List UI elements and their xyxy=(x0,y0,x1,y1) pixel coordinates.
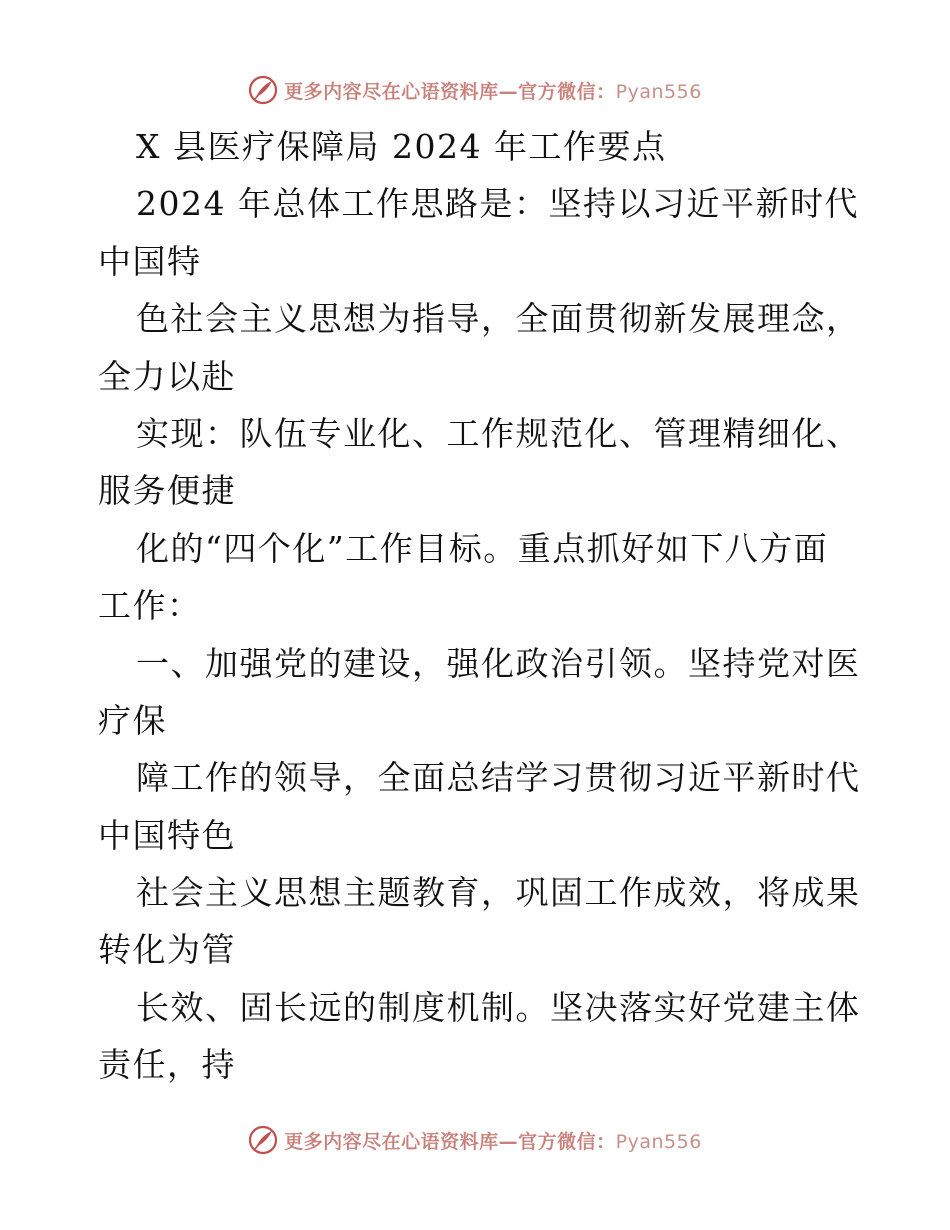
text-line: 色社会主义思想为指导，全面贯彻新发展理念， xyxy=(136,299,861,339)
text-line: 2024 年总体工作思路是：坚持以习近平新时代 xyxy=(136,184,859,224)
text-line: 障工作的领导，全面总结学习贯彻习近平新时代 xyxy=(136,758,861,798)
document-title: X 县医疗保障局 2024 年工作要点 xyxy=(136,127,667,166)
watermark-text: 更多内容尽在心语资料库—官方微信：Pyan556 xyxy=(284,1130,702,1153)
watermark-text: 更多内容尽在心语资料库—官方微信：Pyan556 xyxy=(284,80,702,103)
text-line: 长效、固长远的制度机制。坚决落实好党建主体 xyxy=(136,987,861,1027)
header-watermark xyxy=(0,70,950,110)
text-line: 工作： xyxy=(98,586,202,626)
text-line: 中国特 xyxy=(98,241,202,281)
text-line: 转化为管 xyxy=(98,930,236,970)
quill-logo-icon xyxy=(248,75,278,105)
text-line: 化的“四个化”工作目标。重点抓好如下八方面 xyxy=(136,528,829,568)
text-line: 实现：队伍专业化、工作规范化、管理精细化、 xyxy=(136,413,861,453)
text-line: 服务便捷 xyxy=(98,471,236,511)
quill-logo-icon xyxy=(248,1125,278,1155)
text-line: 疗保 xyxy=(98,700,167,740)
section-heading-line: 一、加强党的建设，强化政治引领。坚持党对医 xyxy=(136,643,861,683)
footer-watermark xyxy=(0,1120,950,1160)
text-line: 全力以赴 xyxy=(98,356,236,396)
document-body xyxy=(98,118,868,1094)
text-line: 责任，持 xyxy=(98,1045,236,1085)
text-line: 社会主义思想主题教育，巩固工作成效，将成果 xyxy=(136,873,861,913)
text-line: 中国特色 xyxy=(98,815,236,855)
